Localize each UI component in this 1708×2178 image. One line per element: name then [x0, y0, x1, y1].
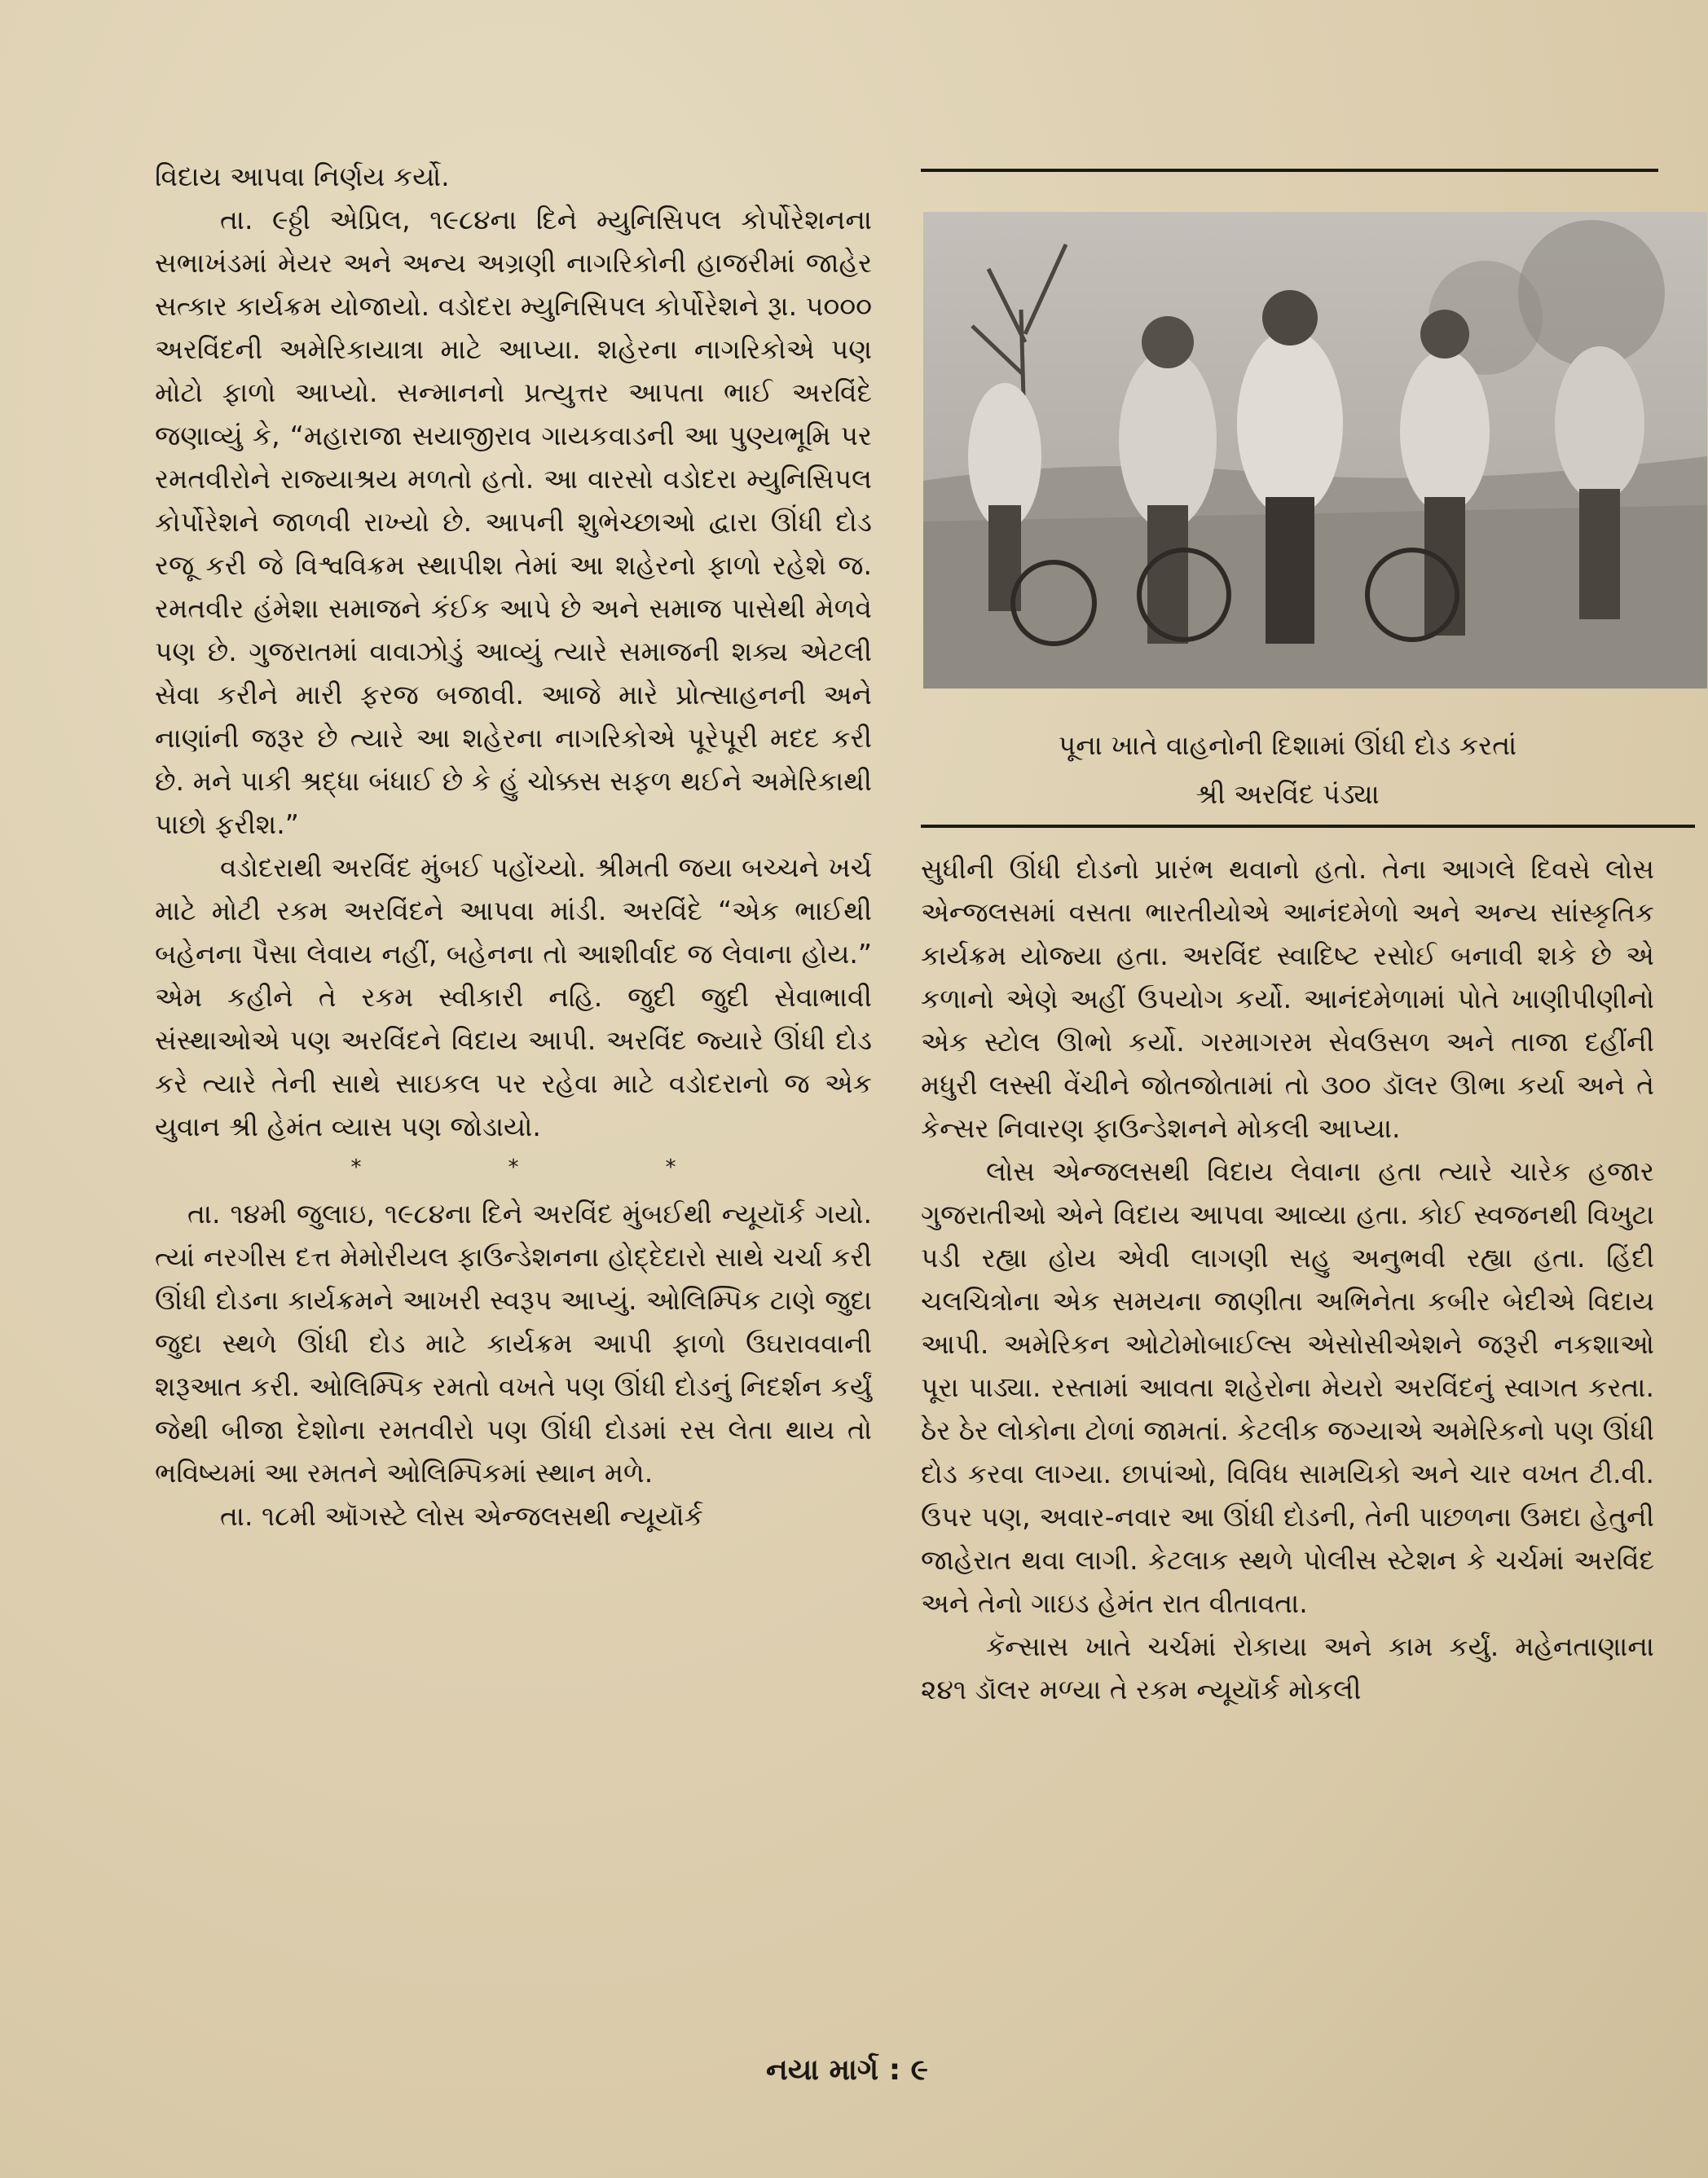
photo-running-backwards — [923, 212, 1707, 689]
paragraph: વિદાય આપવા નિર્ણય કર્યો. — [155, 161, 450, 192]
rule-top — [921, 169, 1658, 172]
star: * — [665, 1155, 676, 1180]
caption-line-2: શ્રી અરવિંદ પંડ્યા — [1195, 778, 1380, 810]
star: * — [350, 1155, 362, 1180]
paragraph: તા. ૯ઠ્ઠી એપ્રિલ, ૧૯૮૪ના દિને મ્યુનિસિપલ કોર્પોરેશનના સભાખંડમાં મેયર અને અન્ય અગ્રણી નાગરિકોની હાજરીમાં જાહેર સત્કાર કાર્યક્રમ યોજાયો. વડોદરા મ્યુનિસિપલ કોર્પોરેશને રૂા. ૫૦૦૦ અરવિંદની અમેરિકાયાત્રા માટે આપ્યા. શહેરના નાગરિકોએ પણ મોટો ફાળો આપ્યો. સન્માનનો પ્રત્યુત્તર આપતા ભાઈ અરવિંદે જણાવ્યું કે, “મહારાજા સયાજીરાવ ગાયકવાડની આ પુણ્યભૂમિ પર રમતવીરોને રાજ્યાશ્રય મળતો હતો. આ વારસો વડોદરા મ્યુનિસિપલ કોર્પોરેશને જાળવી રાખ્યો છે. આપની શુભેચ્છાઓ દ્વારા ઊંધી દોડ રજૂ કરી જે વિશ્વવિક્રમ સ્થાપીશ તેમાં આ શહેરનો ફાળો રહેશે જ. રમતવીર હંમેશા સમાજને કંઈક આપે છે અને સમાજ પાસેથી મેળવે પણ છે. ગુજરાતમાં વાવાઝોડું આવ્યું ત્યારે સમાજની શક્ય એટલી સેવા કરીને મારી ફરજ બજાવી. આજે મારે પ્રોત્સાહનની અને નાણાંની જરૂર છે ત્યારે આ શહેરના નાગરિકોએ પૂરેપૂરી મદદ કરી છે. મને પાકી શ્રદ્ધા બંધાઈ છે કે હું ચોક્કસ સફળ થઈને અમેરિકાથી પાછો ફરીશ.” — [155, 204, 872, 840]
paragraph: સુધીની ઊંધી દોડનો પ્રારંભ થવાનો હતો. તેના આગલે દિવસે લોસ એન્જલસમાં વસતા ભારતીયોએ આનંદમેળો અને અન્ય સાંસ્કૃતિક કાર્યક્રમ યોજ્યા હતા. અરવિંદ સ્વાદિષ્ટ રસોઈ બનાવી શકે છે એ કળાનો એણે અહીં ઉપયોગ કર્યો. આનંદમેળામાં પોતે ખાણીપીણીનો એક સ્ટોલ ઊભો કર્યો. ગરમાગરમ સેવઉસળ અને તાજા દહીંની મધુરી લસ્સી વેંચીને જોતજોતામાં તો ૩૦૦ ડૉલર ઊભા કર્યા અને તે કેન્સર નિવારણ ફાઉન્ડેશનને મોકલી આપ્યા. — [921, 853, 1654, 1144]
left-column — [155, 155, 872, 1538]
paragraph: વડોદરાથી અરવિંદ મુંબઈ પહોંચ્યો. શ્રીમતી જયા બચ્ચને ખર્ચ માટે મોટી રકમ અરવિંદને આપવા માંડી. અરવિંદે “એક ભાઈથી બહેનના પૈસા લેવાય નહીં, બહેનના તો આશીર્વાદ જ લેવાના હોય.” એમ કહીને તે રકમ સ્વીકારી નહિ. જુદી જુદી સેવાભાવી સંસ્થાઓએ પણ અરવિંદને વિદાય આપી. અરવિંદ જ્યારે ઊંધી દોડ કરે ત્યારે તેની સાથે સાઇકલ પર રહેવા માટે વડોદરાનો જ એક યુવાન શ્રી હેમંત વ્યાસ પણ જોડાયો. — [155, 851, 872, 1142]
paragraph: કૅન્સાસ ખાતે ચર્ચમાં રોકાયા અને કામ કર્યું. મહેનતાણાના ૨૪૧ ડૉલર મળ્યા તે રકમ ન્યૂયૉર્ક મોકલી — [921, 1630, 1654, 1705]
page-footer: નયા માર્ગ : ૯ — [766, 2053, 928, 2087]
paragraph: તા. ૧૪મી જુલાઇ, ૧૯૮૪ના દિને અરવિંદ મુંબઈથી ન્યૂયૉર્ક ગયો. ત્યાં નરગીસ દત્ત મેમોરીયલ ફાઉન્ડેશનના હોદ્દેદારો સાથે ચર્ચા કરી ઊંધી દોડના કાર્યક્રમને આખરી સ્વરૂપ આપ્યું. ઓલિમ્પિક ટાણે જુદા જુદા સ્થળે ઊંધી દોડ માટે કાર્યક્રમ આપી ફાળો ઉઘરાવવાની શરૂઆત કરી. ઓલિમ્પિક રમતો વખતે પણ ઊંધી દોડનું નિદર્શન કર્યું જેથી બીજા દેશોના રમતવીરો પણ ઊંધી દોડમાં રસ લેતા થાય તો ભવિષ્યમાં આ રમતને ઓલિમ્પિકમાં સ્થાન મળે. — [155, 1198, 872, 1489]
caption-line-1: પૂના ખાતે વાહનોની દિશામાં ઊંધી દોડ કરતાં — [1058, 729, 1517, 761]
star: * — [508, 1155, 519, 1180]
right-column — [921, 847, 1654, 1711]
rule-middle — [921, 825, 1695, 828]
section-divider — [155, 1151, 872, 1184]
photo-caption — [921, 721, 1654, 819]
paragraph: લોસ એન્જલસથી વિદાય લેવાના હતા ત્યારે ચારેક હજાર ગુજરાતીઓ એને વિદાય આપવા આવ્યા હતા. કોઈ સ્વજનથી વિખુટા પડી રહ્યા હોય એવી લાગણી સહુ અનુભવી રહ્યા હતા. હિંદી ચલચિત્રોના એક સમયના જાણીતા અભિનેતા કબીર બેદીએ વિદાય આપી. અમેરિકન ઓટોમોબાઈલ્સ એસોસીએશને જરૂરી નકશાઓ પૂરા પાડ્યા. રસ્તામાં આવતા શહેરોના મેયરો અરવિંદનું સ્વાગત કરતા. ઠેર ઠેર લોકોના ટોળાં જામતાં. કેટલીક જગ્યાએ અમેરિકનો પણ ઊંધી દોડ કરવા લાગ્યા. છાપાંઓ, વિવિધ સામયિકો અને ચાર વખત ટી.વી. ઉપર પણ, અવાર-નવાર આ ઊંધી દોડની, તેની પાછળના ઉમદા હેતુની જાહેરાત થવા લાગી. કેટલાક સ્થળે પોલીસ સ્ટેશન કે ચર્ચમાં અરવિંદ અને તેનો ગાઇડ હેમંત રાત વીતાવતા. — [921, 1155, 1654, 1619]
paragraph: તા. ૧૮મી ઑગસ્ટે લોસ એન્જલસથી ન્યૂયૉર્ક — [220, 1500, 703, 1532]
